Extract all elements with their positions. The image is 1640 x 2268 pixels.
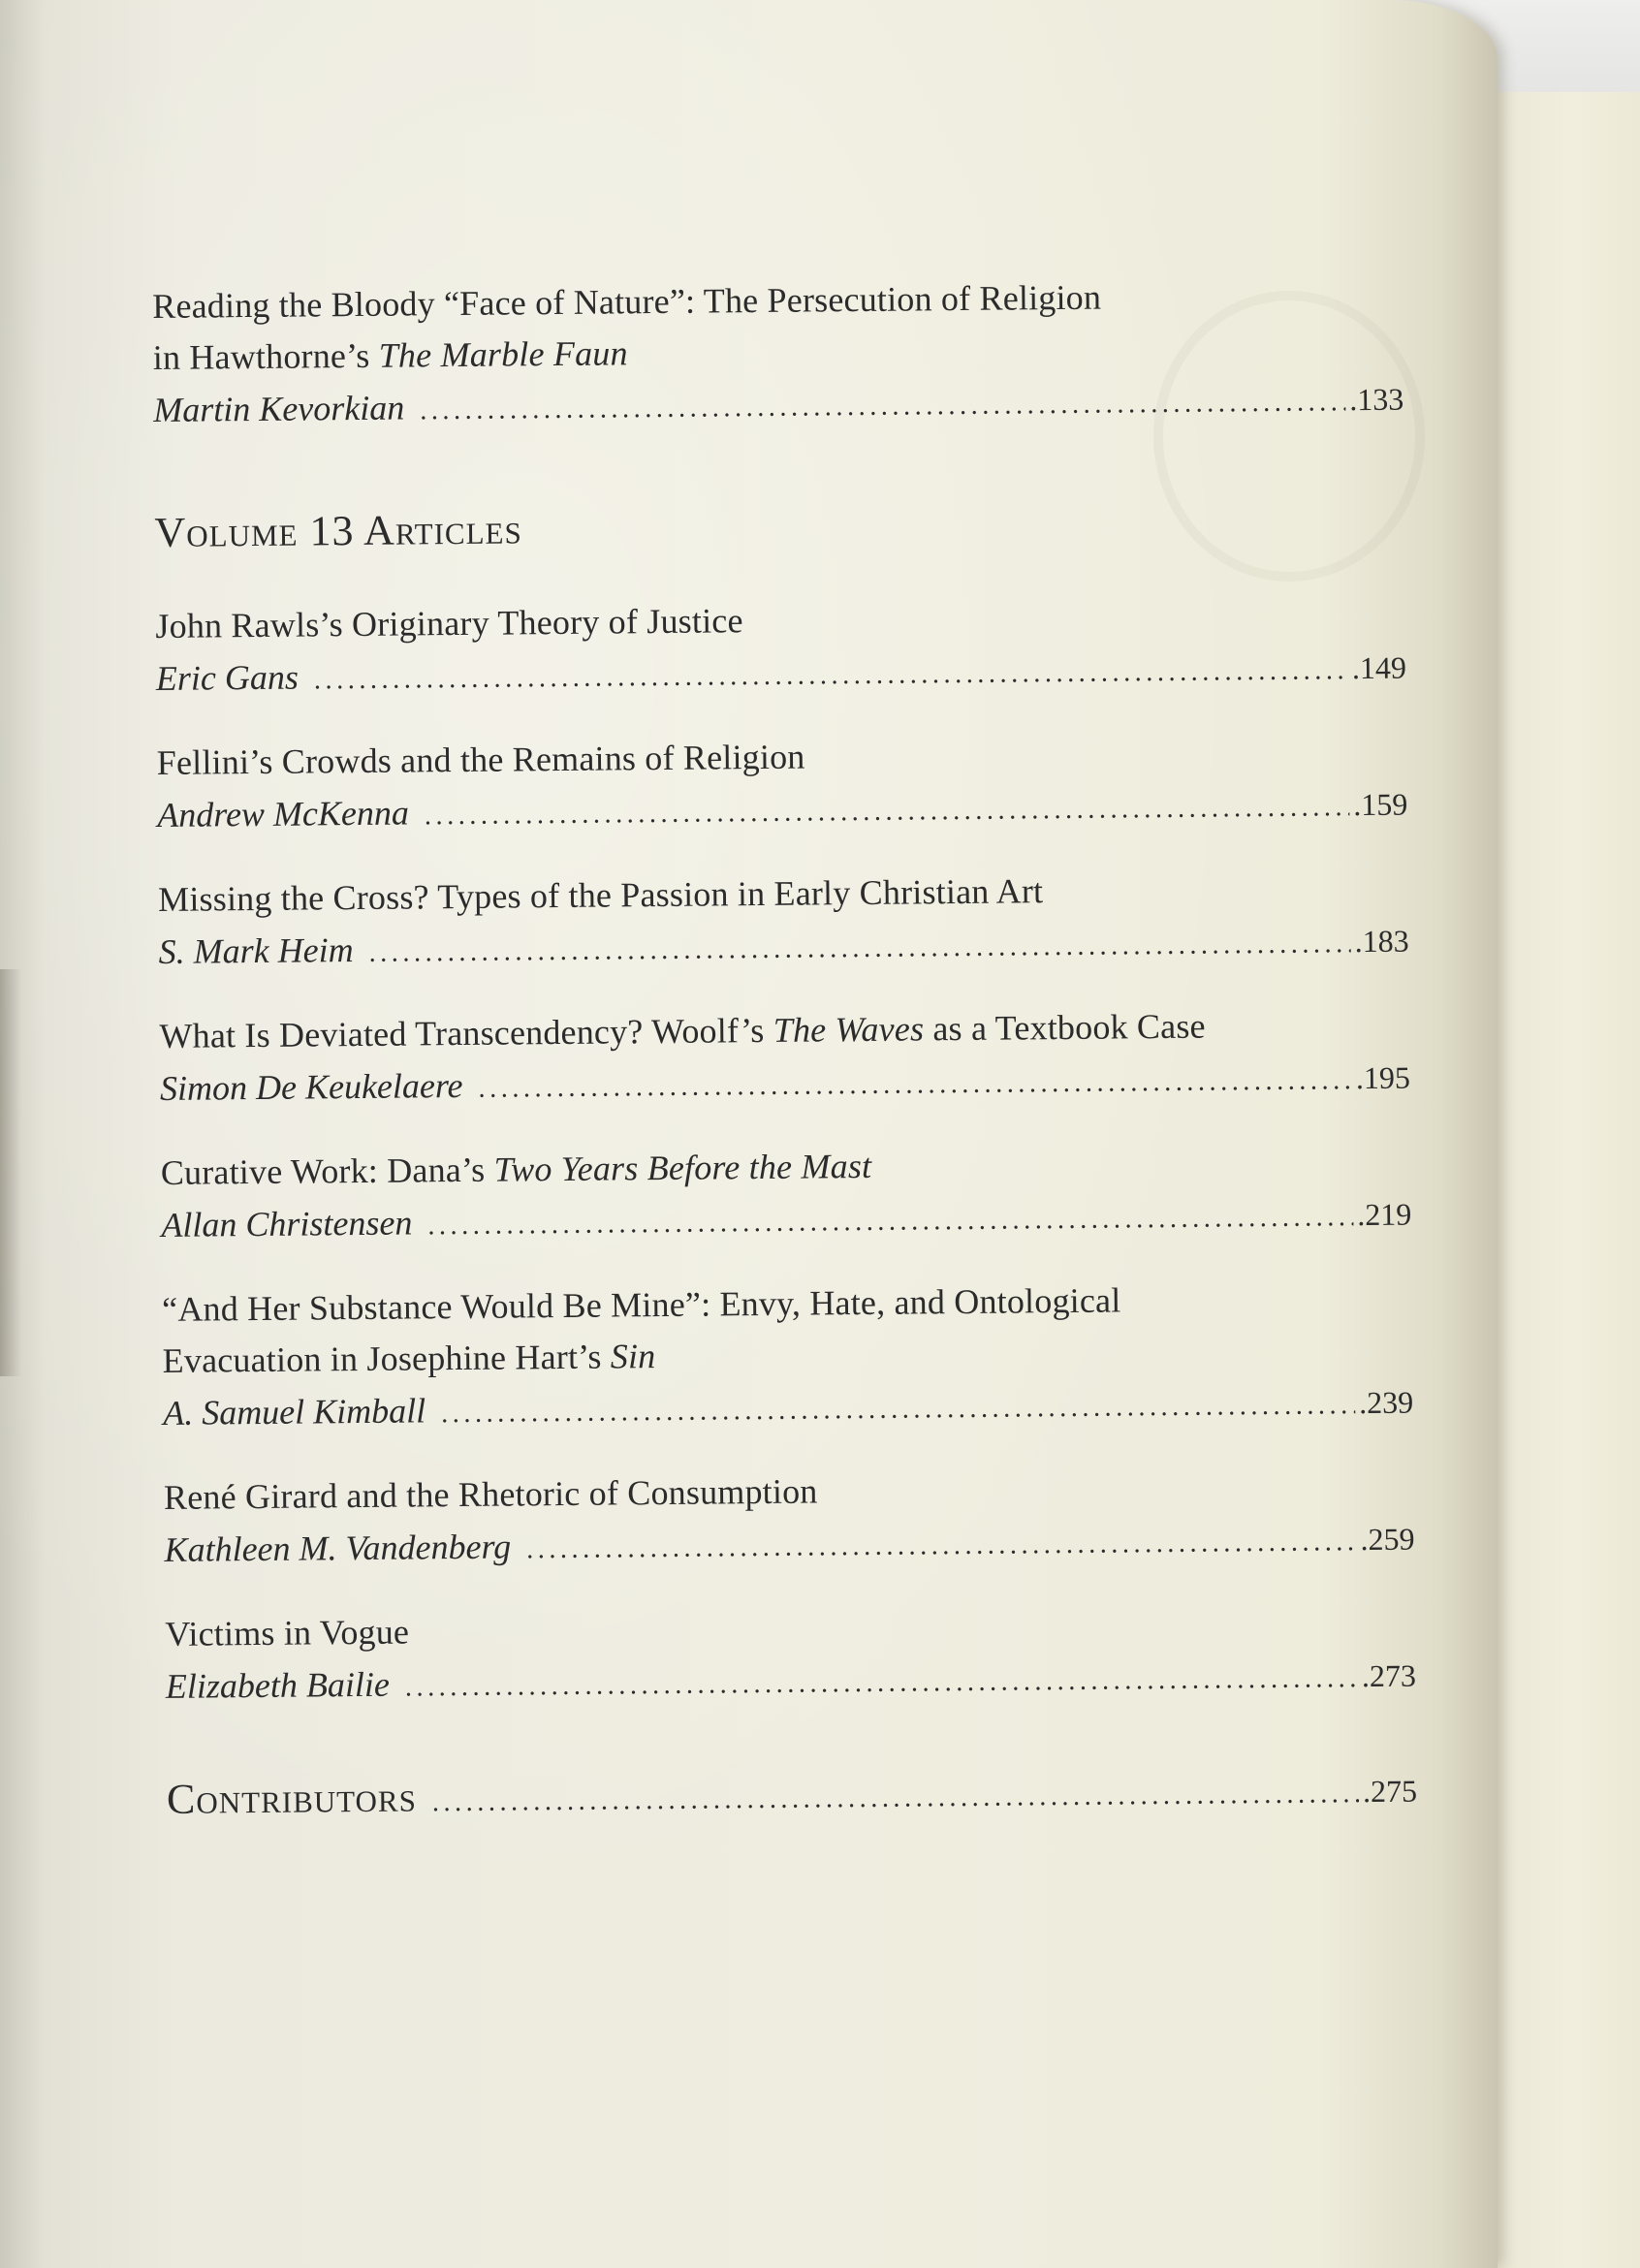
toc-entry-vandenberg: [164, 1461, 1415, 1580]
toc-entry-christensen: [161, 1136, 1412, 1255]
entry-author: Martin Kevorkian: [153, 388, 405, 429]
entry-author-line: [164, 1512, 1414, 1580]
entry-page-number: .133: [1349, 381, 1404, 418]
dot-leader: [405, 1653, 1359, 1714]
toc-entry-bailie: [165, 1597, 1416, 1717]
entry-author-line: [166, 1649, 1416, 1717]
entry-author: Andrew McKenna: [157, 793, 410, 835]
entry-author: Eric Gans: [155, 657, 300, 698]
entry-author-line: [160, 1051, 1410, 1118]
entry-author-line: [161, 1187, 1411, 1255]
toc-entry-contributors: [167, 1763, 1417, 1824]
dot-leader: [478, 1055, 1352, 1116]
entry-title: Fellini’s Crowds and the Remains of Religion: [156, 737, 805, 782]
entry-title: Missing the Cross? Types of the Passion in Early Christian Art: [157, 871, 1044, 919]
dot-leader: [314, 645, 1348, 707]
entry-author-line: [157, 777, 1407, 845]
entry-title-text: What Is Deviated Transcendency? Woolf’s: [159, 1010, 773, 1055]
dot-leader: [432, 1779, 1359, 1818]
entry-page-number: .219: [1357, 1196, 1412, 1233]
contributors-heading: Contributors: [166, 1773, 418, 1823]
entry-author: Kathleen M. Vandenberg: [164, 1527, 512, 1569]
entry-title-text: Curative Work: Dana’s: [160, 1150, 494, 1192]
entry-title-italic: Two Years Before the Mast: [493, 1146, 872, 1189]
entry-title: René Girard and the Rhetoric of Consumption: [163, 1471, 818, 1517]
entry-page-number: .239: [1358, 1384, 1414, 1421]
entry-page-number: .259: [1360, 1521, 1415, 1558]
toc-entry-de-keukelaere: [159, 999, 1410, 1118]
entry-title-italic: The Waves: [773, 1009, 925, 1050]
toc-entry-heim: [158, 863, 1409, 982]
entry-author-line: [153, 372, 1403, 440]
section-heading: Volume 13 Articles: [154, 505, 522, 556]
entry-page-number: .195: [1355, 1059, 1411, 1096]
entry-title-text: Evacuation in Josephine Hart’s: [162, 1337, 611, 1380]
entry-title: John Rawls’s Originary Theory of Justice: [155, 601, 743, 646]
entry-page-number: .275: [1362, 1773, 1418, 1810]
entry-page-number: .273: [1361, 1657, 1417, 1694]
dot-leader: [441, 1379, 1355, 1440]
entry-author: Elizabeth Bailie: [165, 1664, 391, 1706]
table-of-contents: [152, 269, 1427, 1824]
entry-page-number: .159: [1353, 786, 1408, 823]
entry-title: Victims in Vogue: [165, 1612, 410, 1654]
dot-leader: [427, 1191, 1353, 1252]
entry-title-italic: Sin: [610, 1337, 656, 1376]
entry-author-line: [163, 1375, 1413, 1443]
entry-title-text: in Hawthorne’s: [152, 335, 379, 377]
toc-entry-gans: [155, 589, 1406, 709]
entry-author: Simon De Keukelaere: [159, 1065, 463, 1108]
toc-entry-kimball: [162, 1273, 1414, 1443]
entry-title: “And Her Substance Would Be Mine”: Envy, Hate, and Ontological: [161, 1280, 1121, 1329]
entry-title-text: as a Textbook Case: [923, 1006, 1206, 1049]
dot-leader: [420, 376, 1346, 437]
toc-entry-mckenna: [157, 726, 1408, 845]
entry-page-number: .149: [1351, 649, 1407, 686]
page-curve-shadow: [0, 969, 21, 1376]
entry-title-text: Reading the Bloody “Face of Nature”: The Persecution of Religion: [152, 277, 1102, 326]
entry-author: A. Samuel Kimball: [163, 1391, 426, 1433]
entry-author: S. Mark Heim: [158, 930, 354, 971]
dot-leader: [368, 918, 1351, 980]
dot-leader: [526, 1516, 1357, 1576]
entry-page-number: .183: [1354, 923, 1409, 960]
entry-title-italic: The Marble Faun: [378, 333, 628, 375]
entry-author-line: [158, 914, 1408, 982]
entry-author: Allan Christensen: [161, 1203, 413, 1244]
toc-entry-kevorkian: [152, 269, 1404, 440]
dot-leader: [425, 781, 1350, 842]
entry-author-line: [156, 641, 1406, 709]
